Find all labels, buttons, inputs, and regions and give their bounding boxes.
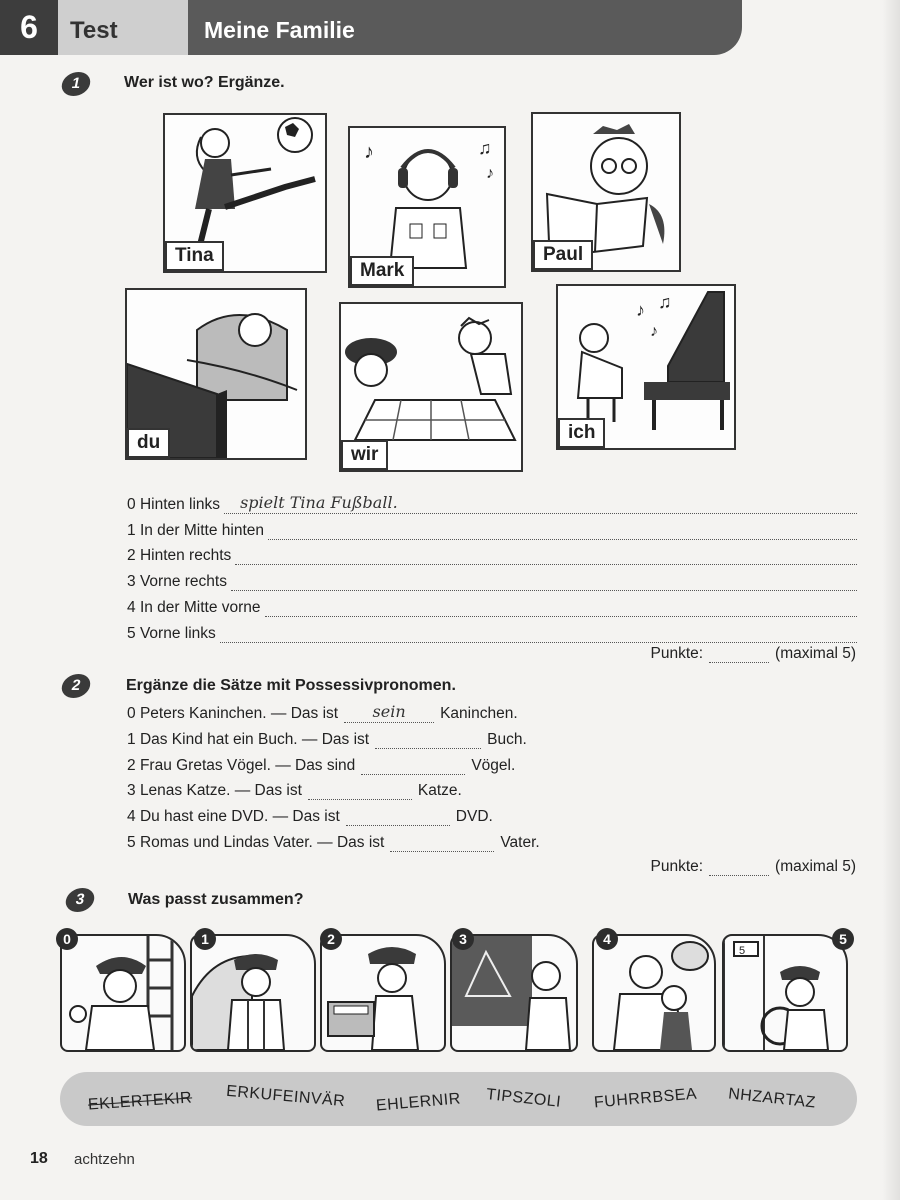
picture-label-wir: wir: [341, 440, 388, 470]
line-prompt: Vorne rechts: [139, 573, 227, 590]
scrambled-word-0: EKLERTEKIR: [87, 1089, 193, 1114]
unit-number: 6: [0, 0, 58, 55]
sentence-number: 4: [127, 808, 136, 825]
exercise-1-line-2: [127, 541, 857, 565]
job-picture-0: [60, 934, 186, 1052]
page-number-word: achtzehn: [74, 1151, 135, 1168]
scrambled-word-4: FUHRRBSEA: [593, 1085, 698, 1112]
points-max: (maximal 5): [775, 858, 856, 875]
exercise-2-sentence-4: [127, 807, 493, 826]
answer-blank[interactable]: [361, 756, 465, 775]
teacher-at-blackboard-illustration: [452, 936, 576, 1050]
scrambled-word-5: NHZARTAZ: [727, 1085, 817, 1112]
svg-text:♫: ♫: [478, 138, 492, 158]
answer-blank[interactable]: [220, 624, 857, 643]
job-picture-4: [592, 934, 716, 1052]
picture-mark: [348, 126, 506, 288]
exercise-1-line-1: [127, 516, 857, 540]
line-number: 2: [127, 547, 136, 564]
exercise-2-badge: 2: [59, 674, 92, 698]
bus-driver-illustration: [724, 936, 846, 1050]
page-title: Meine Familie: [188, 0, 742, 55]
doctor-with-child-illustration: [594, 936, 714, 1050]
sentence-after: Buch.: [487, 731, 527, 748]
exercise-1-line-0: [127, 490, 857, 514]
exercise-2-sentence-5: [127, 833, 540, 852]
sentence-before: Lenas Katze. — Das ist: [139, 782, 302, 799]
sentence-before: Das Kind hat ein Buch. — Das ist: [139, 731, 370, 748]
sentence-after: Kaninchen.: [440, 705, 518, 722]
sentence-number: 5: [127, 834, 136, 851]
exercise-3-badge: 3: [63, 888, 96, 912]
section-label: Test: [58, 0, 188, 55]
line-prompt: Hinten rechts: [139, 547, 232, 564]
points-max: (maximal 5): [775, 645, 856, 662]
exercise-1-badge: 1: [59, 72, 92, 96]
job-number-5: 5: [832, 928, 854, 950]
answer-blank[interactable]: [224, 495, 857, 514]
job-number-3: 3: [452, 928, 474, 950]
line-number: 0: [127, 496, 136, 513]
line-prompt: In der Mitte hinten: [139, 522, 265, 539]
job-picture-1: [190, 934, 316, 1052]
job-number-4: 4: [596, 928, 618, 950]
exercise-2-points: [650, 857, 856, 876]
exercise-1-instruction: Wer ist wo? Ergänze.: [124, 74, 285, 91]
line-number: 1: [127, 522, 136, 539]
points-label: Punkte:: [650, 858, 704, 875]
exercise-3-instruction: Was passt zusammen?: [128, 891, 304, 908]
svg-text:♪: ♪: [364, 141, 374, 163]
answer-blank[interactable]: [346, 807, 450, 826]
picture-label-mark: Mark: [350, 256, 414, 286]
exercise-2-sentence-3: [127, 781, 462, 800]
exercise-1-points: [650, 644, 856, 663]
job-picture-2: [320, 934, 446, 1052]
bus-sign-number: 5: [739, 945, 746, 957]
cashier-illustration: [322, 936, 444, 1050]
handwritten-answer: spielt Tina Fußball.: [240, 493, 398, 512]
picture-label-du: du: [127, 428, 170, 458]
electrician-illustration: [62, 936, 184, 1050]
sentence-number: 2: [127, 757, 136, 774]
exercise-2-sentence-1: [127, 730, 527, 749]
answer-blank[interactable]: [268, 521, 857, 540]
points-blank[interactable]: [709, 857, 769, 876]
answer-blank[interactable]: [308, 781, 412, 800]
sentence-number: 3: [127, 782, 136, 799]
page-header: [0, 0, 742, 55]
sentence-before: Du hast eine DVD. — Das ist: [139, 808, 340, 825]
sentence-after: Vögel.: [471, 757, 516, 774]
exercise-2-instruction: Ergänze die Sätze mit Possessivpronomen.: [126, 677, 456, 694]
page-number: 18: [30, 1150, 48, 1167]
sentence-number: 1: [127, 731, 136, 748]
job-number-2: 2: [320, 928, 342, 950]
sentence-after: Vater.: [500, 834, 540, 851]
scrambled-word-3: TIPSZOLI: [485, 1086, 562, 1111]
answer-blank[interactable]: [390, 833, 494, 852]
exercise-2-sentence-2: [127, 756, 515, 775]
sentence-before: Peters Kaninchen. — Das ist: [139, 705, 339, 722]
picture-label-paul: Paul: [533, 240, 593, 270]
exercise-2-sentence-0: [127, 704, 518, 723]
points-blank[interactable]: [709, 644, 769, 663]
svg-text:♪: ♪: [486, 165, 494, 182]
picture-tina: [163, 113, 327, 273]
svg-text:♫: ♫: [658, 292, 672, 312]
job-number-0: 0: [56, 928, 78, 950]
points-label: Punkte:: [650, 645, 704, 662]
sentence-after: DVD.: [455, 808, 493, 825]
answer-blank[interactable]: [265, 598, 857, 617]
line-prompt: Vorne links: [139, 625, 216, 642]
job-number-1: 1: [194, 928, 216, 950]
line-number: 3: [127, 573, 136, 590]
sentence-number: 0: [127, 705, 136, 722]
svg-text:♪: ♪: [636, 300, 645, 320]
exercise-1-line-3: [127, 567, 857, 591]
line-prompt: Hinten links: [139, 496, 221, 513]
exercise-1-line-4: [127, 593, 857, 617]
exercise-1-line-5: [127, 619, 857, 643]
picture-label-ich: ich: [558, 418, 605, 448]
sentence-before: Romas und Lindas Vater. — Das ist: [139, 834, 385, 851]
page-edge-shadow: [882, 0, 900, 1200]
scrambled-word-1: ERKUFEINVÄR: [225, 1082, 346, 1111]
answer-blank[interactable]: [375, 730, 481, 749]
job-picture-5: [722, 934, 848, 1052]
picture-label-tina: Tina: [165, 241, 224, 271]
picture-paul: [531, 112, 681, 272]
scrambled-word-2: EHLERNIR: [375, 1090, 462, 1115]
police-officer-illustration: [192, 936, 314, 1050]
answer-blank[interactable]: [235, 546, 857, 565]
sentence-after: Katze.: [417, 782, 462, 799]
answer-blank[interactable]: [344, 704, 434, 723]
line-number: 5: [127, 625, 136, 642]
line-number: 4: [127, 599, 136, 616]
handwritten-answer: sein: [372, 702, 406, 721]
line-prompt: In der Mitte vorne: [139, 599, 261, 616]
picture-ich: [556, 284, 736, 450]
picture-du: [125, 288, 307, 460]
job-picture-3: [450, 934, 578, 1052]
picture-wir: [339, 302, 523, 472]
sentence-before: Frau Gretas Vögel. — Das sind: [139, 757, 356, 774]
svg-text:♪: ♪: [650, 323, 658, 340]
answer-blank[interactable]: [231, 572, 857, 591]
